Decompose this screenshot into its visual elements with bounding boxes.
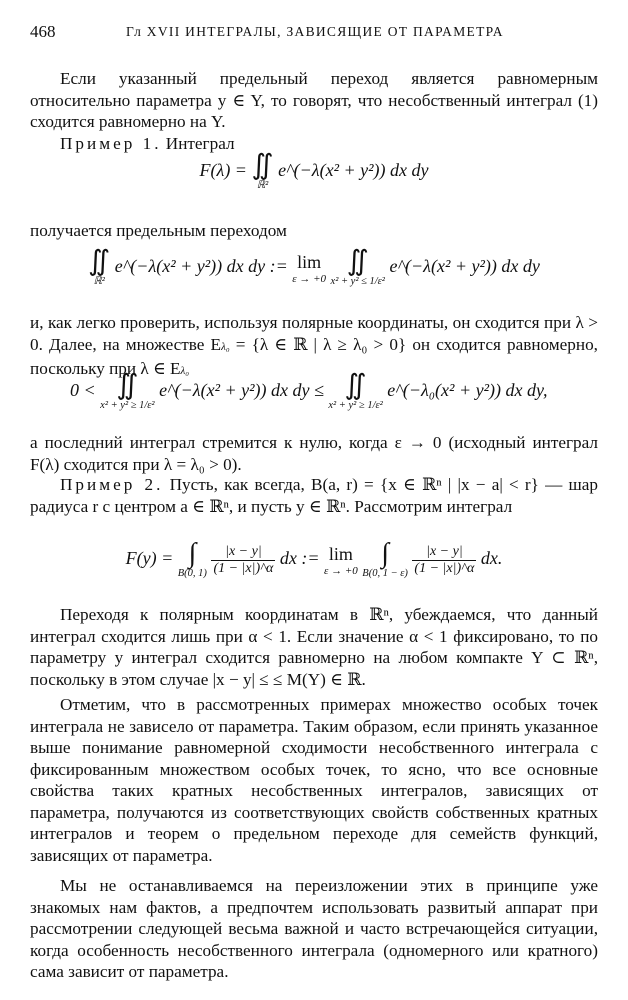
page-number: 468: [30, 22, 56, 41]
paragraph-remark-singular-points: Отметим, что в рассмотренных примерах множество особых точек интеграла не зависело от параметра. Таким образом, если принять указанное выше понимание равномерной сходимости несобственного интеграла с фиксированным множеством особых точек, то ясно, что все основные свойства таких кратных несобственных интегралов, зависящих от параметра, получаются из соответствующих свойств собственных кратных интегралов и теорем о предельном переходе для семейств функций, зависящих от параметра.: [30, 695, 598, 865]
formula-3-integrand: e^(−λ(x² + y²)) dx dy ≤: [159, 380, 324, 401]
paragraph-limit-transition: получается предельным переходом: [30, 221, 287, 240]
limit-operator-2: [324, 544, 358, 577]
formula-1-left: F(λ) =: [199, 160, 247, 181]
paragraph-3-part-1: и, как легко проверить, используя полярные координаты, он сходится при λ > 0. Далее, на множестве E: [30, 313, 598, 354]
integral-domain: x² + y² ≥ 1/ε²: [328, 400, 383, 411]
formula-3-left: 0 <: [70, 380, 96, 401]
double-integral-sign-2: [331, 248, 385, 288]
fraction-numerator: |x − y|: [211, 544, 275, 561]
formula-inequality: [30, 372, 598, 428]
formula-2-integrand-2: e^(−λ(x² + y²)) dx dy: [389, 256, 540, 277]
integral-domain: ℝ²: [256, 180, 269, 191]
fraction-numerator: |x − y|: [412, 544, 476, 561]
example-1-label: Пример 1.: [60, 134, 162, 153]
formula-4-mid: dx :=: [279, 548, 320, 569]
formula-4-end: dx.: [480, 548, 503, 569]
lim-subscript: ε → +0: [292, 272, 327, 285]
paragraph-3-part-2: = {λ ∈ ℝ | λ ≥ λ₀ > 0} он сходится равномерно, поскольку при λ ∈ E: [30, 334, 598, 378]
formula-3-integrand-2: e^(−λ₀(x² + y²)) dx dy,: [387, 380, 548, 401]
fraction-denominator: (1 − |x|)^α: [213, 560, 274, 576]
fraction-denominator: (1 − |x|)^α: [414, 560, 475, 576]
lim-word: lim: [297, 251, 322, 272]
double-integral-sign-4: [328, 372, 382, 412]
paragraph-integral-tends-to-zero: а последний интеграл стремится к нулю, когда ε → 0 (исходный интеграл F(λ) сходится при λ = λ₀ > 0).: [30, 433, 598, 474]
paragraph-next-situation: Мы не останавливаемся на переизложении этих в принципе уже знакомых нам фактов, а предпочтем использовать развитый аппарат при рассмотрении следующей весьма важной и часто встречающейся ситуации, когда особенность несобственного интеграла (одномерного или кратного) сама зависит от параметра.: [30, 876, 598, 981]
example-2-text: Пусть, как всегда, B(a, r) = {x ∈ ℝⁿ | |x − a| < r} — шар радиуса r с центром a ∈ ℝⁿ, и пусть y ∈ ℝⁿ. Рассмотрим интеграл: [30, 475, 598, 516]
paragraph-polar-coordinates: Переходя к полярным координатам в ℝⁿ, убеждаемся, что данный интеграл сходится лишь при α < 1. Если значение α < 1 фиксировано, то по параметру y интеграл сходится равномерно на любом компакте Y ⊂ ℝⁿ, поскольку в этом случае |x − y| ≤ ≤ M(Y) ∈ ℝ.: [30, 605, 598, 689]
integral-symbol: ∬: [346, 246, 369, 277]
example-2-label: Пример 2.: [60, 475, 164, 494]
double-integral-sign-3: [100, 372, 154, 412]
limit-operator: [292, 252, 326, 285]
integral-sign-ball-2: ∫ B(0, 1 − ε): [362, 538, 408, 579]
formula-f-lambda: [30, 152, 598, 210]
double-integral-sign-1: [88, 248, 110, 288]
page-header: [30, 22, 598, 50]
integral-domain: ℝ²: [93, 276, 105, 287]
integral-sign-ball: ∫ B(0, 1): [177, 538, 207, 579]
lim-subscript: ε → +0: [324, 564, 358, 577]
formula-2-integrand: e^(−λ(x² + y²)) dx dy :=: [114, 256, 288, 277]
paragraph-convergence-polar: и, как легко проверить, используя полярные координаты, он сходится при λ > 0. Далее, на множестве Eλ₀ = {λ ∈ ℝ | λ ≥ λ₀ > 0} он сходится равномерно, поскольку при λ ∈ Eλ₀: [30, 313, 598, 378]
integral-domain: B(0, 1): [177, 568, 207, 579]
formula-4-left: F(y) =: [125, 548, 174, 569]
formula-limit-definition: [30, 248, 598, 306]
example-2-intro: [30, 474, 598, 517]
example-1-text: Интеграл: [161, 134, 235, 153]
lim-word: lim: [328, 543, 353, 564]
fraction: [211, 544, 275, 577]
paragraph-uniform-convergence-definition: Если указанный предельный переход является равномерным относительно параметра y ∈ Y, то говорят, что несобственный интеграл (1) сходится равномерно на Y.: [30, 69, 598, 131]
running-title: Гл XVII ИНТЕГРАЛЫ, ЗАВИСЯЩИЕ ОТ ПАРАМЕТРА: [126, 24, 504, 39]
integral-domain: x² + y² ≤ 1/ε²: [330, 276, 385, 287]
integral-symbol: ∬: [344, 370, 367, 401]
integral-symbol: ∬: [116, 370, 139, 401]
formula-f-y: [30, 540, 598, 600]
integral-symbol: ∬: [251, 150, 274, 181]
double-integral-sign: [251, 152, 273, 192]
formula-1-integrand: e^(−λ(x² + y²)) dx dy: [278, 160, 429, 181]
integral-domain: x² + y² ≥ 1/ε²: [100, 400, 155, 411]
integral-symbol: ∬: [88, 246, 111, 277]
fraction-2: [412, 544, 476, 577]
integral-domain: B(0, 1 − ε): [362, 568, 408, 579]
